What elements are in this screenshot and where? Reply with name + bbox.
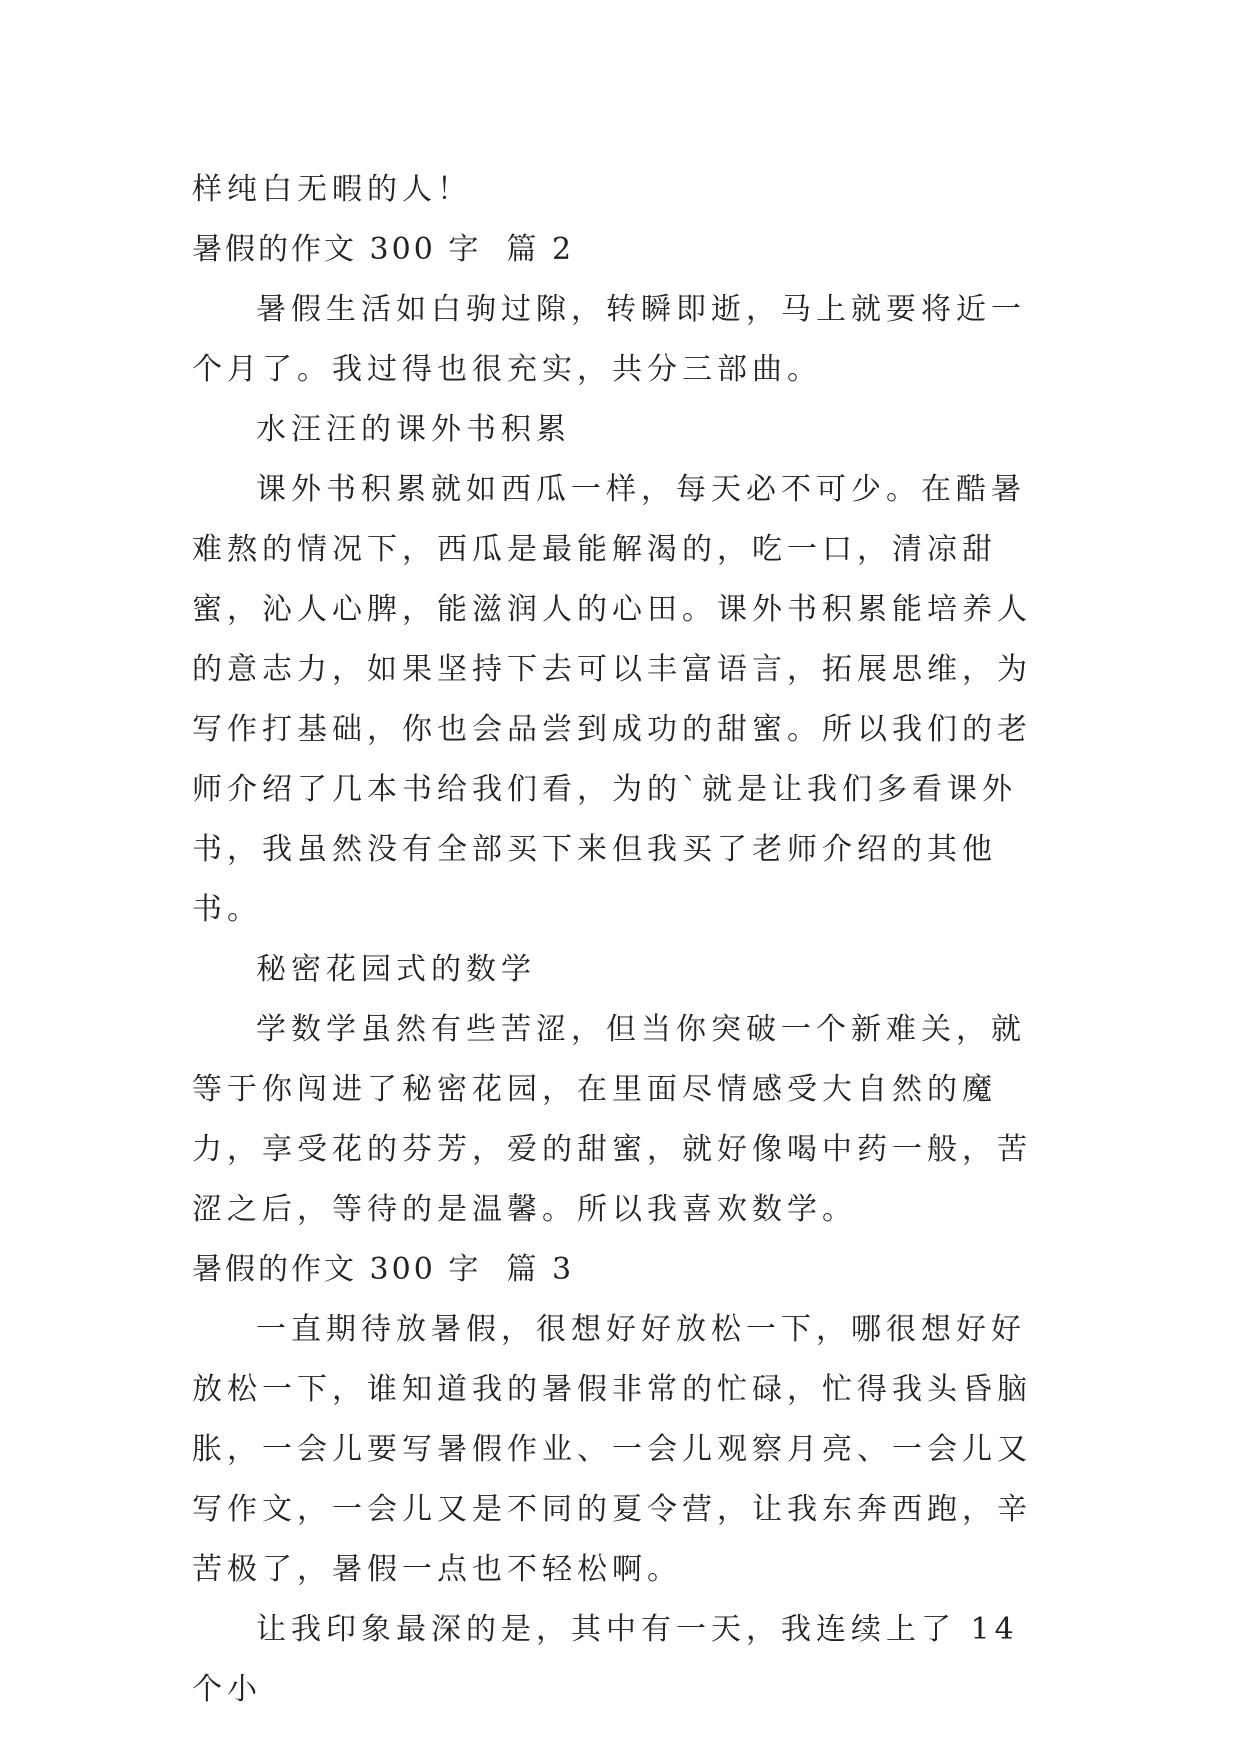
paragraph: 学数学虽然有些苦涩，但当你突破一个新难关，就等于你闯进了秘密花园，在里面尽情感受大自然的魔力，享受花的芬芳，爱的甜蜜，就好像喝中药一般，苦涩之后，等待的是温馨。所以我喜欢数学。 (192, 1012, 1032, 1227)
essay-heading-2: 暑假的作文 300 字 篇 2 (192, 232, 575, 267)
document-body (192, 160, 1052, 1720)
section-subtitle: 秘密花园式的数学 (256, 952, 536, 987)
paragraph: 让我印象最深的是，其中有一天，我连续上了 14 个小 (192, 1612, 1034, 1707)
paragraph-continuation: 样纯白无暇的人！ (192, 172, 472, 207)
paragraph: 课外书积累就如西瓜一样，每天必不可少。在酷暑难熬的情况下，西瓜是最能解渴的，吃一口，清凉甜蜜，沁人心脾，能滋润人的心田。课外书积累能培养人的意志力，如果坚持下去可以丰富语言，拓展思维，为写作打基础，你也会品尝到成功的甜蜜。所以我们的老师介绍了几本书给我们看，为的`就是让我们多看课外书，我虽然没有全部买下来但我买了老师介绍的其他书。 (192, 472, 1032, 927)
paragraph: 一直期待放暑假，很想好好放松一下，哪很想好好放松一下，谁知道我的暑假非常的忙碌，忙得我头昏脑胀，一会儿要写暑假作业、一会儿观察月亮、一会儿又写作文，一会儿又是不同的夏令营，让我东奔西跑，辛苦极了，暑假一点也不轻松啊。 (192, 1312, 1032, 1587)
essay-heading-3: 暑假的作文 300 字 篇 3 (192, 1252, 575, 1287)
section-subtitle: 水汪汪的课外书积累 (256, 412, 571, 447)
paragraph: 暑假生活如白驹过隙，转瞬即逝，马上就要将近一个月了。我过得也很充实，共分三部曲。 (192, 292, 1026, 387)
